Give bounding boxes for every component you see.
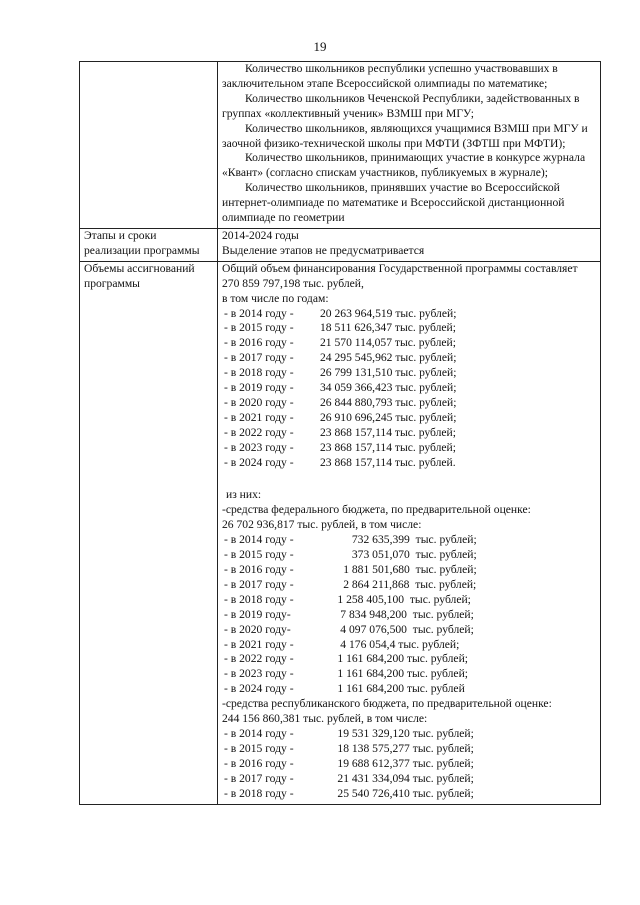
year-label: - в 2024 году -	[224, 455, 294, 469]
indicator-item: Количество школьников, принимающих участие в конкурсе журнала «Квант» (согласно спискам участников, публикуемых в журнале);	[222, 151, 586, 180]
year-amount: 25 540 726,410 тыс. рублей;	[320, 786, 474, 800]
year-row	[222, 623, 596, 638]
year-label: - в 2014 году -	[224, 306, 294, 320]
year-label: - в 2015 году -	[224, 741, 294, 755]
year-amount: 4 176 054,4 тыс. рублей;	[320, 637, 460, 651]
year-label: - в 2016 году -	[224, 563, 294, 576]
year-label: - в 2018 году -	[224, 592, 294, 606]
year-amount: 21 431 334,094 тыс. рублей;	[320, 771, 474, 785]
funding-row	[80, 261, 601, 804]
year-row	[222, 441, 596, 456]
year-label: - в 2015 году -	[224, 321, 294, 335]
year-label: - в 2020 году-	[224, 622, 291, 636]
funding-label: Объемы ассигнований программы	[80, 261, 218, 804]
republic-caption: -средства республиканского бюджета, по предварительной оценке:	[222, 697, 552, 711]
republic-by-year-list	[222, 727, 596, 802]
year-row	[222, 593, 596, 608]
year-row	[222, 757, 596, 772]
indicator-item: Количество школьников Чеченской Республики, задействованных в группах «коллективный ученик» ВЗМШ при МГУ;	[222, 91, 580, 120]
indicator-item: Количество школьников, принявших участие во Всероссийской интернет-олимпиаде по математике и Всероссийской дистанционной олимпиаде по геометрии	[222, 181, 565, 225]
indicators-content	[218, 62, 601, 229]
year-amount: 19 531 329,120 тыс. рублей;	[320, 726, 474, 740]
indicators-row	[80, 62, 601, 229]
year-amount: 24 295 545,962 тыс. рублей;	[320, 351, 457, 365]
year-row	[222, 533, 596, 548]
stages-note: Выделение этапов не предусматривается	[222, 243, 425, 257]
year-row	[222, 426, 596, 441]
year-amount: 4 097 076,500 тыс. рублей;	[320, 622, 474, 636]
stages-period: 2014-2024 годы	[222, 228, 299, 242]
stages-content	[218, 228, 601, 261]
of-which-label: из них:	[226, 488, 262, 502]
year-amount: 23 868 157,114 тыс. рублей;	[320, 425, 456, 439]
year-label: - в 2015 году -	[224, 548, 294, 562]
year-label: - в 2016 году -	[224, 756, 294, 770]
year-row	[222, 787, 596, 802]
year-label: - в 2017 году -	[224, 577, 294, 591]
page-number: 19	[313, 39, 327, 54]
year-label: - в 2019 году -	[224, 381, 294, 395]
year-amount: 7 834 948,200 тыс. рублей;	[320, 607, 474, 621]
year-row	[222, 548, 596, 563]
year-label: - в 2023 году -	[224, 667, 294, 681]
year-row	[222, 667, 596, 682]
year-amount: 1 161 684,200 тыс. рублей;	[320, 652, 469, 666]
year-amount: 1 258 405,100 тыс. рублей;	[320, 592, 471, 606]
year-label: - в 2024 году -	[224, 682, 294, 696]
year-label: - в 2014 году -	[224, 726, 294, 740]
year-row	[222, 336, 596, 351]
total-by-year-list	[222, 307, 596, 471]
year-amount: 2 864 211,868 тыс. рублей;	[320, 577, 477, 591]
year-row	[222, 321, 596, 336]
year-label: - в 2023 году -	[224, 440, 294, 454]
year-label: - в 2016 году -	[224, 336, 294, 350]
indicator-item: Количество школьников республики успешно участвовавших в заключительном этапе Всероссийской олимпиады по математике;	[222, 62, 558, 90]
year-amount: 18 138 575,277 тыс. рублей;	[320, 741, 474, 755]
year-amount: 26 844 880,793 тыс. рублей;	[320, 395, 457, 409]
year-row	[222, 366, 596, 381]
republic-total: 244 156 860,381 тыс. рублей, в том числе:	[222, 712, 428, 726]
year-amount: 23 868 157,114 тыс. рублей;	[320, 440, 456, 454]
year-amount: 23 868 157,114 тыс. рублей.	[320, 455, 456, 469]
year-row	[222, 307, 596, 322]
year-amount: 1 881 501,680 тыс. рублей;	[320, 563, 477, 576]
year-amount: 21 570 114,057 тыс. рублей;	[320, 336, 456, 350]
year-amount: 1 161 684,200 тыс. рублей;	[320, 667, 469, 681]
stages-row	[80, 228, 601, 261]
year-label: - в 2021 году -	[224, 637, 294, 651]
year-label: - в 2020 году -	[224, 395, 294, 409]
stages-label: Этапы и сроки реализации программы	[80, 228, 218, 261]
year-row	[222, 563, 596, 578]
year-amount: 26 799 131,510 тыс. рублей;	[320, 366, 457, 380]
year-label: - в 2018 году -	[224, 366, 294, 380]
year-row	[222, 652, 596, 667]
year-amount: 732 635,399 тыс. рублей;	[320, 533, 477, 547]
year-label: - в 2022 году -	[224, 652, 294, 666]
year-label: - в 2018 году -	[224, 786, 294, 800]
federal-by-year-list	[222, 533, 596, 697]
year-amount: 34 059 366,423 тыс. рублей;	[320, 381, 457, 395]
year-row	[222, 456, 596, 471]
year-label: - в 2017 году -	[224, 771, 294, 785]
year-label: - в 2021 году -	[224, 410, 294, 424]
funding-content	[218, 261, 601, 804]
program-passport-table	[79, 61, 601, 805]
year-row	[222, 381, 596, 396]
year-row	[222, 682, 596, 697]
year-label: - в 2014 году -	[224, 533, 294, 547]
year-amount: 26 910 696,245 тыс. рублей;	[320, 410, 457, 424]
indicators-label	[80, 62, 218, 229]
year-amount: 20 263 964,519 тыс. рублей;	[320, 306, 457, 320]
year-row	[222, 742, 596, 757]
year-row	[222, 396, 596, 411]
funding-by-years-caption: в том числе по годам:	[222, 291, 329, 305]
funding-intro: Общий объем финансирования Государственной программы составляет 270 859 797,198 тыс. рублей,	[222, 261, 578, 290]
year-amount: 19 688 612,377 тыс. рублей;	[320, 756, 474, 770]
year-row	[222, 772, 596, 787]
year-label: - в 2022 году -	[224, 425, 294, 439]
federal-total: 26 702 936,817 тыс. рублей, в том числе:	[222, 518, 422, 532]
indicator-item: Количество школьников, являющихся учащимися ВЗМШ при МГУ и заочной физико-технической школы при МФТИ (ЗФТШ при МФТИ);	[222, 121, 588, 150]
year-label: - в 2017 году -	[224, 351, 294, 365]
year-amount: 373 051,070 тыс. рублей;	[320, 548, 477, 562]
year-row	[222, 578, 596, 593]
federal-caption: -средства федерального бюджета, по предварительной оценке:	[222, 503, 531, 517]
year-row	[222, 411, 596, 426]
year-row	[222, 351, 596, 366]
year-row	[222, 608, 596, 623]
year-amount: 1 161 684,200 тыс. рублей	[320, 682, 465, 696]
year-row	[222, 638, 596, 653]
year-row	[222, 727, 596, 742]
year-label: - в 2019 году-	[224, 607, 291, 621]
year-amount: 18 511 626,347 тыс. рублей;	[320, 321, 456, 335]
